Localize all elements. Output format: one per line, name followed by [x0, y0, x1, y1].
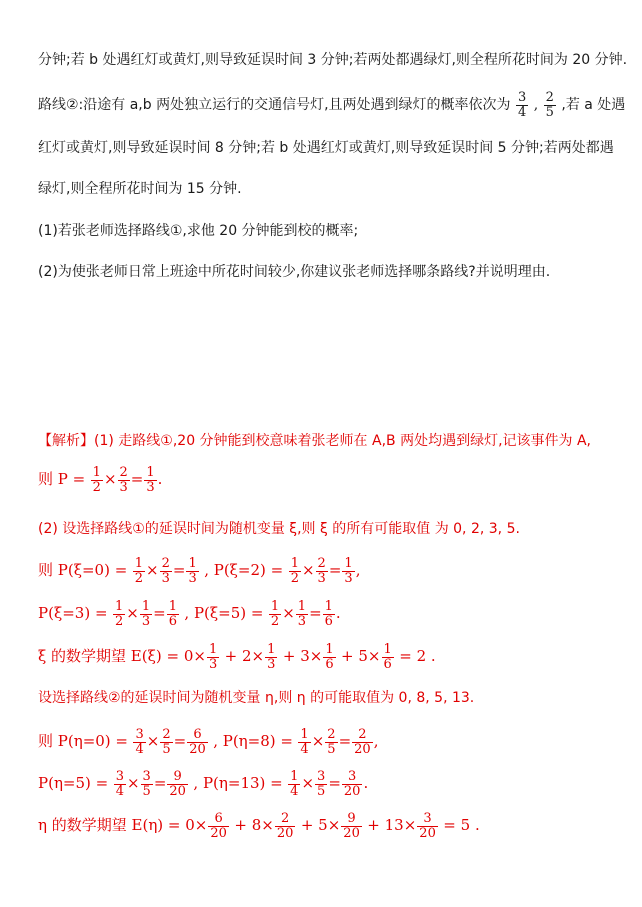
fraction [288, 770, 300, 799]
frac-den: 3 [188, 570, 197, 586]
frac-den: 3 [317, 570, 326, 586]
fraction [296, 600, 308, 629]
fraction [113, 600, 125, 629]
frac-den: 6 [324, 613, 333, 629]
equals-sign: = [328, 561, 342, 579]
frac-num: 1 [383, 641, 392, 657]
question-2: (2)为使张老师日常上班途中所花时间较少,你建议张老师选择哪条路线?并说明理由. [38, 264, 551, 280]
frac-num: 9 [341, 812, 362, 827]
frac-den: 2 [92, 479, 101, 495]
fraction [289, 557, 301, 586]
frac-num: 1 [325, 641, 334, 657]
period: . [363, 774, 369, 792]
frac-num: 2 [119, 464, 128, 480]
equals-sign: = [172, 561, 186, 579]
comma: , [533, 97, 539, 113]
fraction [133, 557, 145, 586]
fraction [352, 728, 373, 757]
fraction [133, 728, 145, 757]
frac-den: 6 [325, 656, 334, 672]
frac-num: 1 [297, 598, 307, 614]
term: + 13× [367, 816, 417, 834]
frac-den: 5 [327, 741, 336, 757]
solution-part2-head: (2) 设选择路线①的延误时间为随机变量 ξ,则 ξ 的所有可能取值 为 0, 2, 3, 5. [38, 521, 520, 537]
term: + 2× [224, 647, 265, 665]
result: = 5 . [443, 816, 480, 834]
equals-sign: = [309, 604, 322, 622]
problem-line-2-pre: 路线②:沿途有 a,b 两处独立运行的交通信号灯,且两处遇到绿灯的概率依次为 [38, 97, 511, 113]
fraction [269, 600, 281, 629]
fraction [140, 600, 152, 629]
eta-prob-row-2 [38, 766, 622, 801]
frac-num: 1 [344, 555, 353, 571]
frac-den: 20 [354, 741, 371, 757]
frac-den: 4 [518, 104, 527, 120]
fraction [167, 600, 179, 629]
p-eta-13-label: , P(η=13) = [193, 774, 283, 792]
fraction [187, 728, 208, 757]
fraction [315, 770, 327, 799]
equals-sign: = [173, 732, 187, 750]
period: . [157, 470, 163, 488]
p-xi-3-label: P(ξ=3) = [38, 604, 108, 622]
frac-den: 5 [142, 783, 151, 799]
prob-a-fraction [516, 91, 528, 120]
solution-part1-formula [38, 462, 622, 497]
problem-line-2 [38, 88, 626, 122]
frac-num: 1 [134, 555, 144, 571]
times-sign: × [126, 774, 140, 792]
term: + 8× [234, 816, 274, 834]
frac-den: 20 [419, 825, 436, 841]
times-sign: × [311, 732, 325, 750]
frac-den: 6 [383, 656, 392, 672]
frac-den: 3 [297, 613, 307, 629]
fraction [141, 770, 153, 799]
frac-num: 3 [142, 768, 151, 784]
frac-den: 5 [545, 104, 554, 120]
frac-num: 2 [545, 89, 554, 105]
fraction [417, 812, 438, 841]
p-xi-2-label: , P(ξ=2) = [204, 561, 284, 579]
p-xi-5-label: , P(ξ=5) = [184, 604, 264, 622]
fraction [186, 557, 198, 586]
equals-sign: = [338, 732, 352, 750]
frac-num: 2 [327, 726, 336, 742]
frac-num: 3 [317, 768, 326, 784]
frac-num: 1 [270, 598, 280, 614]
p-eta-0-label: 则 P(η=0) = [38, 732, 129, 750]
frac-den: 5 [317, 783, 326, 799]
solution-part3-head: 设选择路线②的延误时间为随机变量 η,则 η 的可能取值为 0, 8, 5, 13. [38, 690, 475, 706]
frac-den: 4 [135, 741, 144, 757]
eta-prob-row-1 [38, 724, 622, 759]
fraction [265, 643, 277, 672]
xi-prob-row-2 [38, 596, 622, 631]
problem-line-2-post: ,若 a 处遇 [561, 97, 626, 113]
question-1: (1)若张老师选择路线①,求他 20 分钟能到校的概率; [38, 223, 359, 239]
fraction [160, 557, 172, 586]
frac-num: 1 [168, 598, 177, 614]
frac-num: 2 [275, 812, 296, 827]
fraction [208, 812, 229, 841]
fraction [114, 770, 126, 799]
frac-num: 6 [208, 812, 229, 827]
fraction [91, 466, 103, 495]
frac-num: 1 [92, 464, 101, 480]
equals-sign: = [153, 774, 167, 792]
times-sign: × [146, 561, 159, 579]
solution-part1-head: 【解析】(1) 走路线①,20 分钟能到校意味着张老师在 A,B 两处均遇到绿灯,记该事件为 A, [38, 433, 592, 449]
problem-line-1: 分钟;若 b 处遇红灯或黄灯,则导致延误时间 3 分钟;若两处都遇绿灯,则全程所花时间为 20 分钟. [38, 52, 628, 68]
frac-num: 3 [135, 726, 144, 742]
times-sign: × [282, 604, 295, 622]
frac-num: 1 [208, 641, 218, 657]
term: + 5× [300, 816, 341, 834]
fraction [118, 466, 130, 495]
frac-num: 2 [352, 728, 373, 743]
problem-line-3: 红灯或黄灯,则导致延误时间 8 分钟;若 b 处遇红灯或黄灯,则导致延误时间 5 分钟;若两处都遇 [38, 140, 614, 156]
equals-sign: = [328, 774, 341, 792]
frac-den: 3 [146, 479, 155, 495]
frac-num: 3 [417, 812, 438, 827]
e-xi-label: ξ 的数学期望 E(ξ) = 0× [38, 647, 206, 665]
frac-num: 9 [167, 770, 188, 785]
term: + 3× [282, 647, 323, 665]
frac-den: 4 [300, 741, 309, 757]
frac-den: 20 [343, 825, 360, 841]
frac-num: 2 [317, 555, 326, 571]
frac-den: 20 [189, 741, 206, 757]
frac-den: 2 [114, 613, 124, 629]
frac-num: 2 [162, 726, 171, 742]
times-sign: × [126, 604, 139, 622]
frac-num: 1 [267, 641, 276, 657]
fraction [323, 643, 335, 672]
prob-b-fraction [544, 91, 556, 120]
term: + 5× [341, 647, 381, 665]
times-sign: × [146, 732, 160, 750]
p-eta-8-label: , P(η=8) = [213, 732, 293, 750]
frac-num: 1 [290, 768, 299, 784]
frac-num: 6 [187, 728, 208, 743]
times-sign: × [301, 561, 315, 579]
frac-den: 4 [115, 783, 124, 799]
frac-num: 3 [115, 768, 124, 784]
frac-den: 20 [343, 783, 361, 799]
frac-den: 3 [161, 570, 170, 586]
frac-den: 3 [344, 570, 353, 586]
p-eta-5-label: P(η=5) = [38, 774, 109, 792]
fraction [382, 643, 394, 672]
frac-den: 5 [162, 741, 171, 757]
fraction [342, 770, 363, 799]
fraction [207, 643, 219, 672]
fraction [160, 728, 172, 757]
xi-prob-row-1 [38, 553, 622, 588]
times-sign: × [103, 470, 117, 488]
frac-num: 1 [141, 598, 151, 614]
frac-num: 1 [290, 555, 299, 571]
frac-den: 3 [141, 613, 151, 629]
e-eta-label: η 的数学期望 E(η) = 0× [38, 816, 208, 834]
equals-sign: = [130, 470, 144, 488]
fraction [325, 728, 337, 757]
fraction [144, 466, 156, 495]
frac-num: 1 [114, 598, 124, 614]
times-sign: × [301, 774, 315, 792]
frac-den: 2 [270, 613, 280, 629]
frac-den: 20 [210, 825, 227, 841]
fraction [167, 770, 188, 799]
frac-num: 2 [161, 555, 170, 571]
fraction [342, 557, 354, 586]
result: = 2 . [399, 647, 436, 665]
equals-sign: = [153, 604, 166, 622]
fraction [341, 812, 362, 841]
p-label: 则 P = [38, 470, 86, 488]
frac-num: 3 [518, 89, 527, 105]
frac-num: 1 [300, 726, 309, 742]
frac-num: 1 [188, 555, 197, 571]
p-xi-0-label: 则 P(ξ=0) = [38, 561, 128, 579]
frac-den: 2 [290, 570, 299, 586]
frac-den: 20 [276, 825, 294, 841]
fraction [298, 728, 310, 757]
fraction [316, 557, 328, 586]
frac-den: 3 [267, 656, 276, 672]
frac-den: 3 [119, 479, 128, 495]
problem-line-4: 绿灯,则全程所花时间为 15 分钟. [38, 181, 242, 197]
fraction [323, 600, 335, 629]
eta-expectation [38, 808, 622, 843]
period: . [335, 604, 341, 622]
frac-num: 1 [324, 598, 333, 614]
frac-den: 6 [168, 613, 177, 629]
frac-num: 3 [342, 770, 363, 785]
frac-num: 1 [146, 464, 155, 480]
frac-den: 2 [134, 570, 144, 586]
comma: , [373, 732, 379, 750]
frac-den: 4 [290, 783, 299, 799]
fraction [275, 812, 296, 841]
xi-expectation [38, 639, 622, 674]
frac-den: 20 [169, 783, 186, 799]
frac-den: 3 [208, 656, 218, 672]
comma: , [355, 561, 361, 579]
